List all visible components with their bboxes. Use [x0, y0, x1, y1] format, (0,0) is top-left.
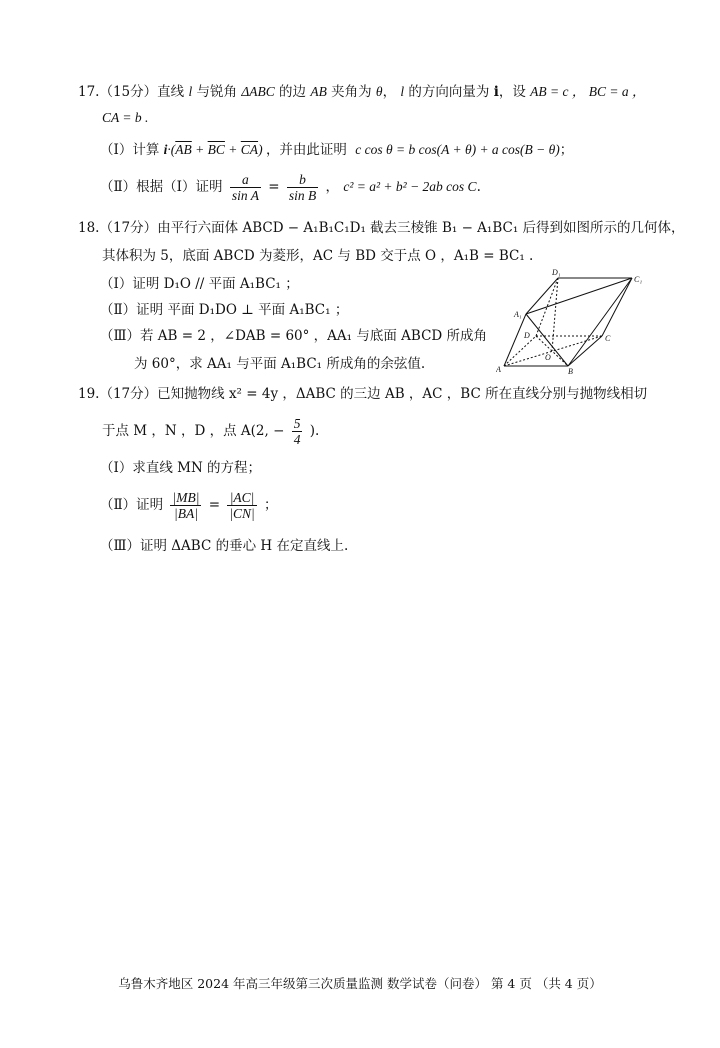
frac-den: 4: [293, 432, 301, 447]
label-D1: D₁: [552, 268, 561, 277]
p19-header: 19.（17分）已知抛物线 x² = 4y ，ΔABC 的三边 AB ，AC ，BC 所在直线分别与抛物线相切: [78, 386, 648, 402]
p18-part3-cont: 为 60°，求 AA₁ 与平面 A₁BC₁ 所成角的余弦值.: [134, 356, 426, 372]
edge-BC: [568, 336, 602, 366]
label-B: B: [568, 367, 573, 376]
frac-den: sin B: [288, 188, 317, 203]
equals: =: [268, 179, 280, 195]
parallelepiped-figure: [496, 266, 646, 376]
p19-cont: [102, 416, 319, 447]
p17-cont: CA = b .: [102, 110, 149, 125]
label-D: D: [524, 331, 530, 340]
label-A: A: [496, 365, 501, 374]
p18-cont: 其体积为 5，底面 ABCD 为菱形，AC 与 BD 交于点 O ，A₁B = BC₁ .: [102, 248, 534, 264]
p19-part2-label: （Ⅱ）证明: [100, 497, 164, 513]
page-footer: 乌鲁木齐地区 2024 年高三年级第三次质量监测 数学试卷（问卷） 第 4 页 （共 4 页）: [118, 976, 602, 991]
p19-text: 于点 M ，N ，D ，点 A(2, −: [102, 423, 285, 439]
p19-frac-ac-cn: [227, 490, 256, 521]
p17-var-l: l: [188, 84, 193, 99]
p19-text: ；: [264, 497, 278, 513]
p17-frac-a: [230, 172, 261, 203]
frac-den: |BA|: [173, 506, 198, 521]
label-A1: A₁: [514, 310, 522, 319]
p17-header: [78, 80, 646, 100]
p18-part3: （Ⅲ）若 AB = 2 ，∠DAB = 60° ，AA₁ 与底面 ABCD 所成角: [100, 328, 488, 344]
p17-part1: [100, 138, 573, 158]
p17-text: 夹角为: [331, 84, 372, 100]
label-O: O: [545, 353, 551, 362]
p18-part1: （Ⅰ）证明 D₁O // 平面 A₁BC₁ ；: [100, 276, 299, 292]
frac-num: |AC|: [227, 490, 256, 506]
p17-text: 与锐角: [196, 84, 238, 100]
p17-theta: θ: [375, 84, 383, 99]
p17-part2-label: （Ⅱ）根据（Ⅰ）证明: [100, 179, 223, 195]
p19-text: ).: [309, 423, 320, 439]
p17-text: 的边: [279, 84, 307, 100]
frac-num: a: [230, 172, 261, 188]
p17-text: ，: [325, 179, 340, 195]
p17-frac-b: [287, 172, 318, 203]
equals: =: [208, 497, 221, 513]
label-C: C: [605, 334, 611, 343]
frac-den: sin A: [231, 188, 259, 203]
edge-C1B: [568, 278, 632, 366]
frac-den: |CN|: [229, 506, 255, 521]
frac-num: b: [287, 172, 318, 188]
p19-part1: （Ⅰ）求直线 MN 的方程；: [100, 460, 262, 476]
p17-text: .: [476, 179, 481, 195]
p17-text: 17.（15分）直线: [78, 84, 185, 100]
edge-AA1: [504, 314, 526, 366]
p17-ab: AB: [310, 84, 327, 99]
p19-frac-point: [292, 416, 303, 447]
p17-part1-eq: c cos θ = b cos(A + θ) + a cos(B − θ): [355, 142, 560, 157]
label-C1: C₁: [634, 275, 643, 284]
p17-var-l: l: [400, 84, 405, 99]
p18-part2: （Ⅱ）证明 平面 D₁DO ⊥ 平面 A₁BC₁ ；: [100, 302, 349, 318]
p18-header: 18.（17分）由平行六面体 ABCD − A₁B₁C₁D₁ 截去三棱锥 B₁ − A₁BC₁ 后得到如图所示的几何体，: [78, 220, 685, 236]
p17-law-cos: c² = a² + b² − 2ab cos C: [343, 179, 477, 194]
p19-part3: （Ⅲ）证明 ΔABC 的垂心 H 在定直线上.: [100, 538, 349, 554]
p17-text: ；: [559, 142, 574, 158]
p17-text: ，并由此证明: [265, 142, 347, 158]
p19-part2: [100, 490, 278, 521]
p17-part1-label: （Ⅰ）计算: [100, 142, 160, 158]
p17-text: ，设: [498, 84, 526, 100]
p17-text: ，: [382, 84, 397, 100]
p17-text: 的方向向量为: [408, 84, 490, 100]
p17-sides: AB = c ， BC = a ，: [530, 84, 646, 99]
p17-part2: [100, 172, 481, 203]
p19-frac-mb-ba: [170, 490, 201, 521]
edge-DB: [536, 336, 568, 366]
p17-triangle: ΔABC: [241, 84, 275, 99]
edge-AC: [504, 336, 602, 366]
p17-part1-expr: $i\cdot(\overline{AB} + \overline{BC} + \overline{CA})$: [163, 142, 266, 157]
frac-num: |MB|: [172, 490, 200, 505]
frac-num: 5: [293, 416, 301, 431]
p17-ivec: i: [493, 84, 499, 100]
edge-D1O: [552, 278, 558, 351]
